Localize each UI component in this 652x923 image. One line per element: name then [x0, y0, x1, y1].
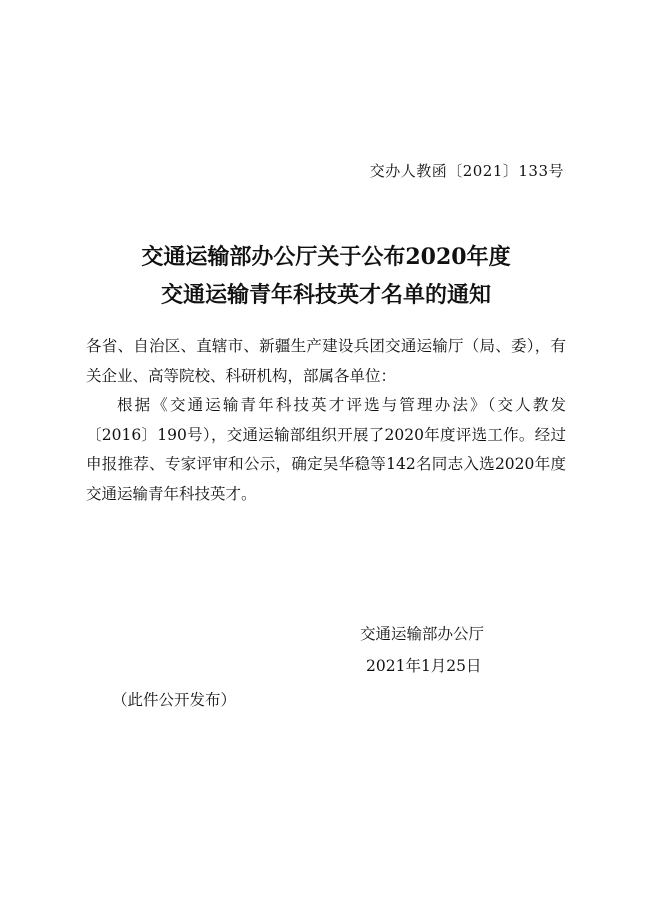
document-body — [86, 332, 566, 509]
body-paragraph: 根据《交通运输青年科技英才评选与管理办法》（交人教发〔2016〕190号），交通运输部组织开展了2020年度评选工作。经过申报推荐、专家评审和公示，确定吴华稳等142名同志入选2020年度交通运输青年科技英才。 — [86, 396, 566, 503]
signature-date: 2021年1月25日 — [366, 657, 482, 675]
publication-note: （此件公开发布） — [112, 691, 237, 709]
signature-organization: 交通运输部办公厅 — [360, 625, 485, 643]
title-line-1: 交通运输部办公厅关于公布2020年度 — [141, 244, 511, 270]
document-title — [0, 238, 652, 314]
title-line-2: 交通运输青年科技英才名单的通知 — [160, 282, 491, 308]
salutation: 各省、自治区、直辖市、新疆生产建设兵团交通运输厅（局、委），有关企业、高等院校、科研机构，部属各单位： — [86, 337, 566, 385]
document-number: 交办人教函〔2021〕133号 — [369, 162, 564, 180]
